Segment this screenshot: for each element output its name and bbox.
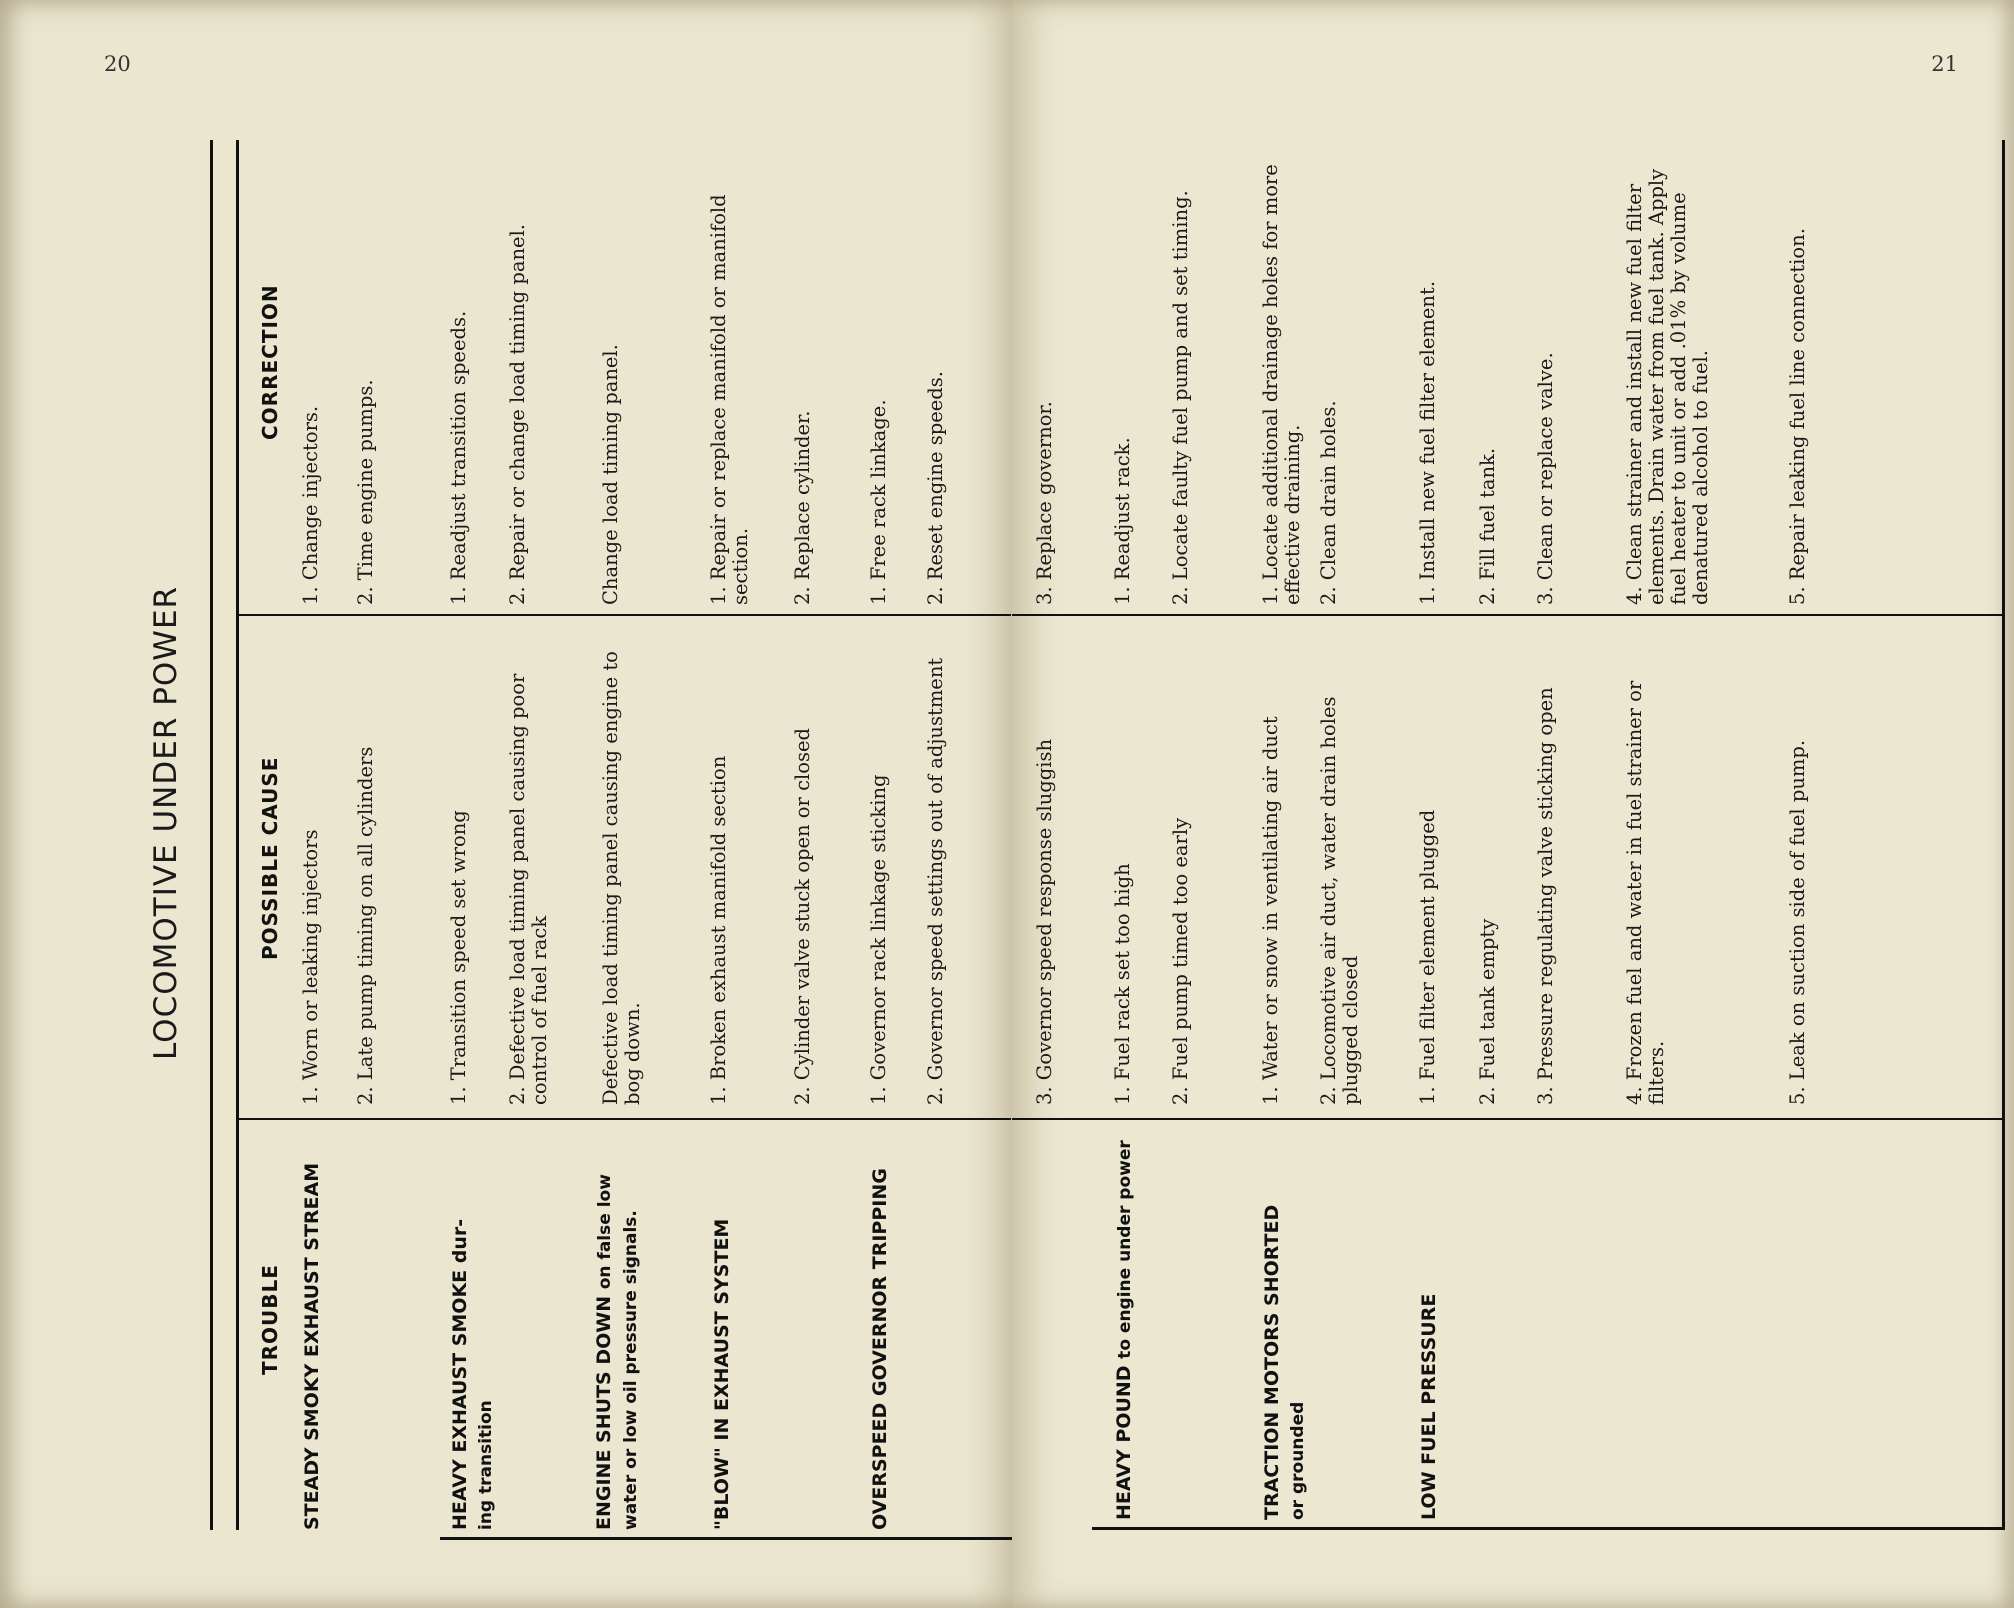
table-rule: [210, 140, 213, 1530]
correction-cell: 4. Clean strainer and install new fuel filter elements. Drain water from fuel tank. Apply fuel heater to unit or add .01% by volume denatured alcohol to fuel.: [1623, 168, 1712, 605]
row-divider: [1397, 1527, 2002, 1530]
correction-cell: 2. Fill fuel tank.: [1476, 447, 1499, 605]
cause-cell: 3. Pressure regulating valve sticking open: [1534, 687, 1557, 1105]
column-divider: [1012, 614, 2002, 616]
left-page-table: [0, 0, 1012, 1560]
cause-cell: 2. Cylinder valve stuck open or closed: [791, 728, 814, 1105]
right-page-table: [1012, 0, 2014, 1560]
table-row: [868, 1130, 893, 1530]
correction-cell: 1. Repair or replace manifold or manifold section.: [707, 194, 752, 605]
cause-cell: 1. Transition speed set wrong: [447, 810, 470, 1105]
col-head-correction: CORRECTION: [258, 284, 282, 440]
correction-cell: 2. Locate faulty fuel pump and set timing.: [1169, 190, 1192, 605]
correction-cell: 1. Locate additional drainage holes for more effective draining.: [1259, 164, 1304, 605]
table-rule: [236, 140, 239, 1530]
correction-cell: 3. Clean or replace valve.: [1534, 352, 1557, 605]
cause-cell: 2. Locomotive air duct, water drain holes plugged closed: [1317, 696, 1362, 1105]
page-number-right: 21: [1931, 52, 1958, 76]
cause-cell: 4. Frozen fuel and water in fuel strainer or filters.: [1623, 680, 1668, 1105]
column-divider: [236, 1118, 1011, 1120]
col-head-trouble: TROUBLE: [258, 1264, 282, 1375]
correction-cell: 2. Repair or change load timing panel.: [506, 223, 529, 605]
cause-cell: 1. Broken exhaust manifold section: [707, 755, 730, 1105]
table-row: [1417, 1130, 1442, 1520]
correction-cell: 1. Free rack linkage.: [867, 399, 890, 605]
trouble-label: OVERSPEED GOVERNOR TRIPPING: [869, 1168, 891, 1530]
table-row: [1112, 1130, 1138, 1520]
correction-cell: 5. Repair leaking fuel line connection.: [1786, 228, 1809, 605]
cause-cell: 2. Defective load timing panel causing poor control of fuel rack: [506, 673, 551, 1105]
row-divider: [850, 1537, 1012, 1540]
trouble-detail: on false low water or low oil pressure signals.: [595, 1174, 641, 1530]
cause-cell: 5. Leak on suction side of fuel pump.: [1786, 739, 1809, 1105]
trouble-detail: or grounded: [1288, 1401, 1308, 1520]
table-row: [300, 1130, 325, 1530]
cause-cell: 2. Fuel tank empty: [1476, 918, 1499, 1105]
cause-cell: 1. Worn or leaking injectors: [299, 829, 322, 1105]
correction-cell: 1. Readjust rack.: [1111, 437, 1134, 605]
column-divider: [1012, 1118, 2002, 1120]
cause-cell: 2. Fuel pump timed too early: [1169, 817, 1192, 1105]
correction-cell: Change load timing panel.: [599, 344, 622, 605]
page-number-left: 20: [104, 52, 131, 76]
trouble-label: LOW FUEL PRESSURE: [1418, 1293, 1440, 1520]
cause-cell: 1. Governor rack linkage sticking: [867, 774, 890, 1105]
correction-cell: 2. Clean drain holes.: [1317, 400, 1340, 605]
cause-cell: 2. Late pump timing on all cylinders: [354, 746, 377, 1105]
table-row: [1260, 1130, 1311, 1520]
cause-cell: 1. Water or snow in ventilating air duct: [1259, 716, 1282, 1105]
trouble-label: STEADY SMOKY EXHAUST STREAM: [301, 1162, 323, 1530]
correction-cell: 3. Replace governor.: [1033, 401, 1056, 605]
trouble-detail: to engine under power: [1115, 1140, 1135, 1359]
correction-cell: 2. Reset engine speeds.: [924, 371, 947, 605]
cause-cell: 3. Governor speed response sluggish: [1033, 738, 1056, 1105]
trouble-label: TRACTION MOTORS SHORTED: [1261, 1204, 1283, 1520]
table-row: [448, 1130, 499, 1530]
trouble-label: ENGINE SHUTS DOWN: [593, 1295, 615, 1530]
cause-cell: 1. Fuel rack set too high: [1111, 863, 1134, 1105]
correction-cell: 1. Change injectors.: [299, 405, 322, 605]
cause-cell: 2. Governor speed settings out of adjustment: [924, 657, 947, 1105]
trouble-label: "BLOW" IN EXHAUST SYSTEM: [711, 1218, 733, 1530]
table-rule: [2002, 140, 2005, 1530]
table-row: [592, 1130, 644, 1530]
trouble-label: HEAVY POUND: [1113, 1365, 1135, 1520]
trouble-label: HEAVY EXHAUST SMOKE dur-: [449, 1218, 471, 1530]
correction-cell: 2. Replace cylinder.: [791, 410, 814, 605]
correction-cell: 2. Time engine pumps.: [354, 379, 377, 605]
trouble-detail: ing transition: [476, 1400, 496, 1530]
column-divider: [236, 614, 1011, 616]
cause-cell: Defective load timing panel causing engine to bog down.: [599, 651, 644, 1105]
right-page: [1012, 0, 2014, 1608]
correction-cell: 1. Readjust transition speeds.: [447, 310, 470, 605]
correction-cell: 1. Install new fuel filter element.: [1416, 280, 1439, 605]
table-row: [710, 1130, 735, 1530]
cause-cell: 1. Fuel filter element plugged: [1416, 809, 1439, 1105]
page-title: LOCOMOTIVE UNDER POWER: [148, 585, 184, 1060]
col-head-cause: POSSIBLE CAUSE: [258, 756, 282, 960]
